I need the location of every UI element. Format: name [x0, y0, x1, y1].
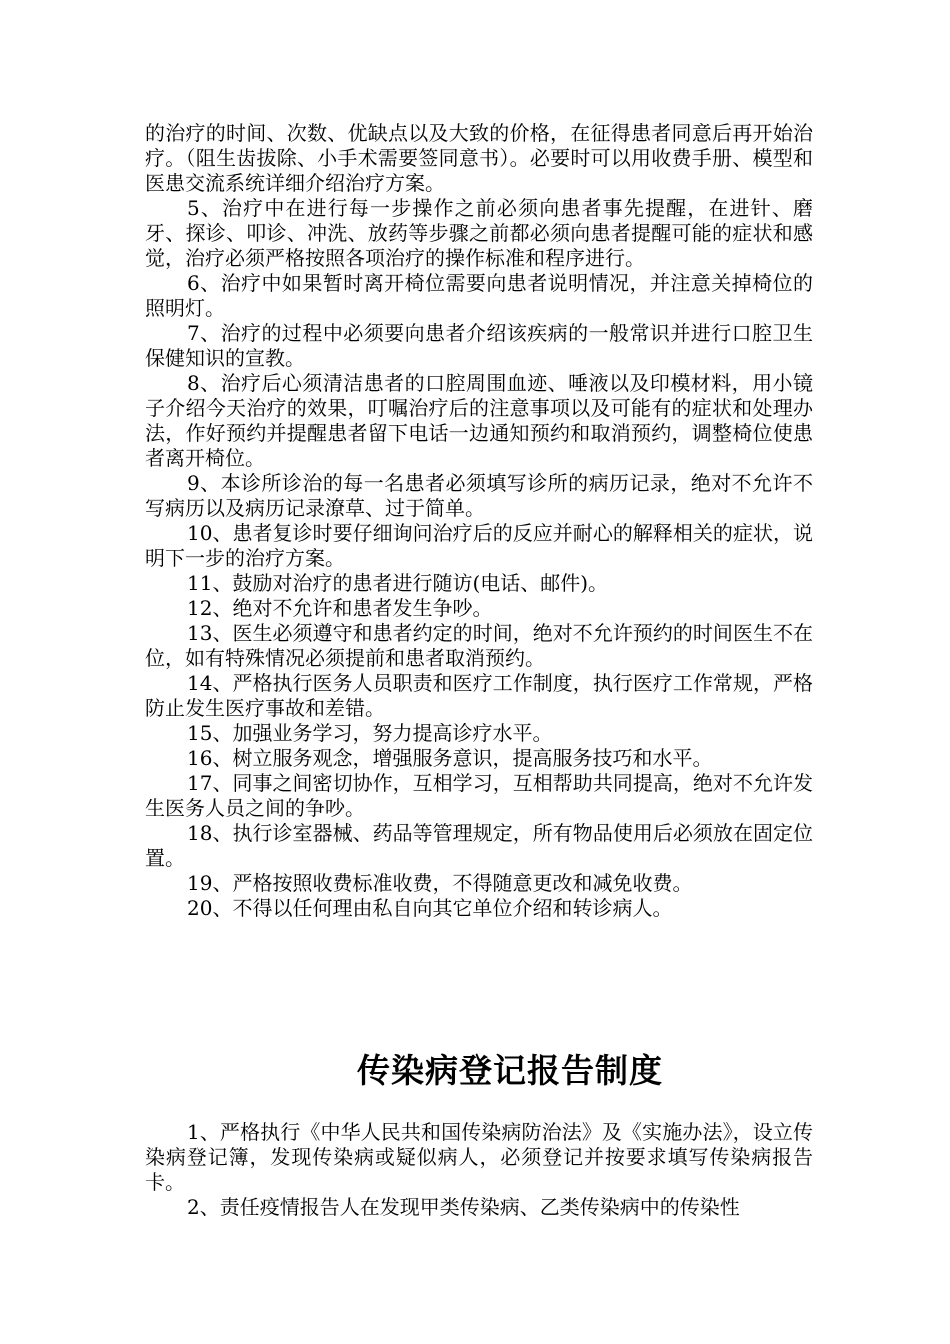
clinic-rules-section: [145, 121, 813, 921]
rule-item-8: 8、治疗后心须清洁患者的口腔周围血迹、唾液以及印模材料，用小镜子介绍今天治疗的效果，叮嘱治疗后的注意事项以及可能有的症状和处理办法，作好预约并提醒患者留下电话一边通知预约和取消预约，调整椅位使患者离开椅位。: [145, 371, 813, 470]
rule-item-5: 5、治疗中在进行每一步操作之前必须向患者事先提醒，在进针、磨牙、探诊、叩诊、冲洗、放药等步骤之前都必须向患者提醒可能的症状和感觉，治疗必须严格按照各项治疗的操作标准和程序进行。: [145, 196, 813, 270]
rule-item-15: 15、加强业务学习，努力提高诊疗水平。: [187, 721, 553, 745]
rule-item-13: 13、医生必须遵守和患者约定的时间，绝对不允许预约的时间医生不在位，如有特殊情况必须提前和患者取消预约。: [145, 621, 813, 670]
rule-item-18: 18、执行诊室器械、药品等管理规定，所有物品使用后必须放在固定位置。: [145, 821, 813, 870]
infectious-disease-section: [145, 1120, 813, 1220]
rule-item-14: 14、严格执行医务人员职责和医疗工作制度，执行医疗工作常规，严格防止发生医疗事故和差错。: [145, 671, 813, 720]
report-rule-2: 2、责任疫情报告人在发现甲类传染病、乙类传染病中的传染性: [187, 1195, 740, 1219]
rule-item-10: 10、患者复诊时要仔细询问治疗后的反应并耐心的解释相关的症状，说明下一步的治疗方案。: [145, 521, 813, 570]
rule-item-20: 20、不得以任何理由私自向其它单位介绍和转诊病人。: [187, 896, 673, 920]
report-rule-1: 1、严格执行《中华人民共和国传染病防治法》及《实施办法》，设立传染病登记簿，发现传染病或疑似病人，必须登记并按要求填写传染病报告卡。: [145, 1120, 813, 1194]
rule-item-7: 7、治疗的过程中必须要向患者介绍该疾病的一般常识并进行口腔卫生保健知识的宣教。: [145, 321, 813, 370]
rule-item-11: 11、鼓励对治疗的患者进行随访(电话、邮件)。: [187, 571, 609, 595]
rule-item-9: 9、本诊所诊治的每一名患者必须填写诊所的病历记录，绝对不允许不写病历以及病历记录潦草、过于简单。: [145, 471, 813, 520]
rule-item-6: 6、治疗中如果暂时离开椅位需要向患者说明情况，并注意关掉椅位的照明灯。: [145, 271, 813, 320]
continued-paragraph: 的治疗的时间、次数、优缺点以及大致的价格，在征得患者同意后再开始治疗。（阻生齿拔除、小手术需要签同意书）。必要时可以用收费手册、模型和医患交流系统详细介绍治疗方案。: [145, 121, 813, 195]
rule-item-16: 16、树立服务观念，增强服务意识，提高服务技巧和水平。: [187, 746, 713, 770]
section-title: 传染病登记报告制度: [357, 1051, 663, 1090]
rule-item-19: 19、严格按照收费标准收费，不得随意更改和减免收费。: [187, 871, 693, 895]
rule-item-17: 17、同事之间密切协作，互相学习，互相帮助共同提高，绝对不允许发生医务人员之间的争吵。: [145, 771, 813, 820]
rule-item-12: 12、绝对不允许和患者发生争吵。: [187, 596, 493, 620]
